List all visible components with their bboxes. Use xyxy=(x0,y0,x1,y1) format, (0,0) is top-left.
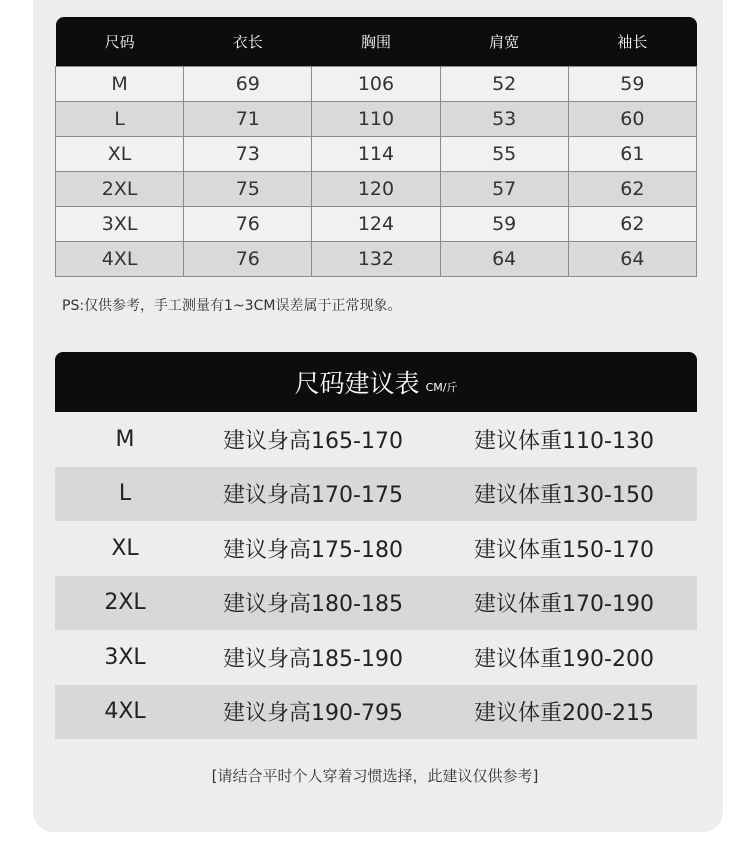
rec-height: 建议身高175-180 xyxy=(223,537,403,563)
rec-size: XL xyxy=(111,535,139,561)
measurement-table xyxy=(55,17,697,277)
table-row xyxy=(56,137,697,172)
header-size: 尺码 xyxy=(56,17,184,67)
table-row xyxy=(56,242,697,277)
rec-height: 建议身高165-170 xyxy=(223,428,403,454)
header-sleeve: 袖长 xyxy=(568,17,696,67)
cell-size: M xyxy=(56,67,184,102)
recommendation-title: 尺码建议表 xyxy=(294,369,420,398)
table-row xyxy=(56,67,697,102)
rec-weight: 建议体重110-130 xyxy=(474,428,654,454)
cell-length: 76 xyxy=(184,242,312,277)
rec-size: 4XL xyxy=(104,699,146,725)
cell-chest: 124 xyxy=(312,207,440,242)
recommendation-unit: CM/斤 xyxy=(425,381,458,394)
rec-size: 2XL xyxy=(104,590,146,616)
rec-size: M xyxy=(115,426,135,452)
header-length: 衣长 xyxy=(184,17,312,67)
rec-height: 建议身高180-185 xyxy=(223,592,403,618)
rec-height: 建议身高170-175 xyxy=(223,483,403,509)
cell-size: L xyxy=(56,102,184,137)
cell-shoulder: 52 xyxy=(440,67,568,102)
cell-chest: 114 xyxy=(312,137,440,172)
cell-size: 3XL xyxy=(56,207,184,242)
cell-length: 71 xyxy=(184,102,312,137)
cell-shoulder: 55 xyxy=(440,137,568,172)
list-item xyxy=(55,630,697,685)
list-item xyxy=(55,412,697,467)
rec-height: 建议身高185-190 xyxy=(223,646,403,672)
cell-sleeve: 62 xyxy=(568,207,696,242)
rec-weight: 建议体重170-190 xyxy=(474,592,654,618)
cell-chest: 132 xyxy=(312,242,440,277)
cell-size: 4XL xyxy=(56,242,184,277)
recommendation-footnote: [请结合平时个人穿着习惯选择，此建议仅供参考] xyxy=(211,767,539,785)
rec-weight: 建议体重200-215 xyxy=(474,701,654,727)
cell-chest: 106 xyxy=(312,67,440,102)
cell-length: 76 xyxy=(184,207,312,242)
cell-shoulder: 57 xyxy=(440,172,568,207)
measurement-note: PS:仅供参考，手工测量有1~3CM误差属于正常现象。 xyxy=(62,298,402,314)
rec-weight: 建议体重130-150 xyxy=(474,483,654,509)
recommendation-table xyxy=(55,412,697,739)
cell-length: 73 xyxy=(184,137,312,172)
table-row xyxy=(56,102,697,137)
header-shoulder: 肩宽 xyxy=(440,17,568,67)
cell-size: XL xyxy=(56,137,184,172)
rec-size: L xyxy=(118,481,132,507)
cell-sleeve: 61 xyxy=(568,137,696,172)
cell-length: 75 xyxy=(184,172,312,207)
cell-length: 69 xyxy=(184,67,312,102)
cell-shoulder: 64 xyxy=(440,242,568,277)
cell-sleeve: 59 xyxy=(568,67,696,102)
cell-sleeve: 62 xyxy=(568,172,696,207)
list-item xyxy=(55,576,697,631)
table-row xyxy=(56,172,697,207)
cell-shoulder: 53 xyxy=(440,102,568,137)
cell-chest: 120 xyxy=(312,172,440,207)
rec-weight: 建议体重150-170 xyxy=(474,537,654,563)
list-item xyxy=(55,685,697,740)
cell-sleeve: 64 xyxy=(568,242,696,277)
table-row xyxy=(56,207,697,242)
list-item xyxy=(55,467,697,522)
cell-shoulder: 59 xyxy=(440,207,568,242)
cell-sleeve: 60 xyxy=(568,102,696,137)
list-item xyxy=(55,521,697,576)
measurement-header-row xyxy=(56,17,697,67)
cell-chest: 110 xyxy=(312,102,440,137)
recommendation-header xyxy=(55,352,697,412)
header-chest: 胸围 xyxy=(312,17,440,67)
rec-height: 建议身高190-795 xyxy=(223,701,403,727)
rec-weight: 建议体重190-200 xyxy=(474,646,654,672)
rec-size: 3XL xyxy=(104,644,146,670)
cell-size: 2XL xyxy=(56,172,184,207)
